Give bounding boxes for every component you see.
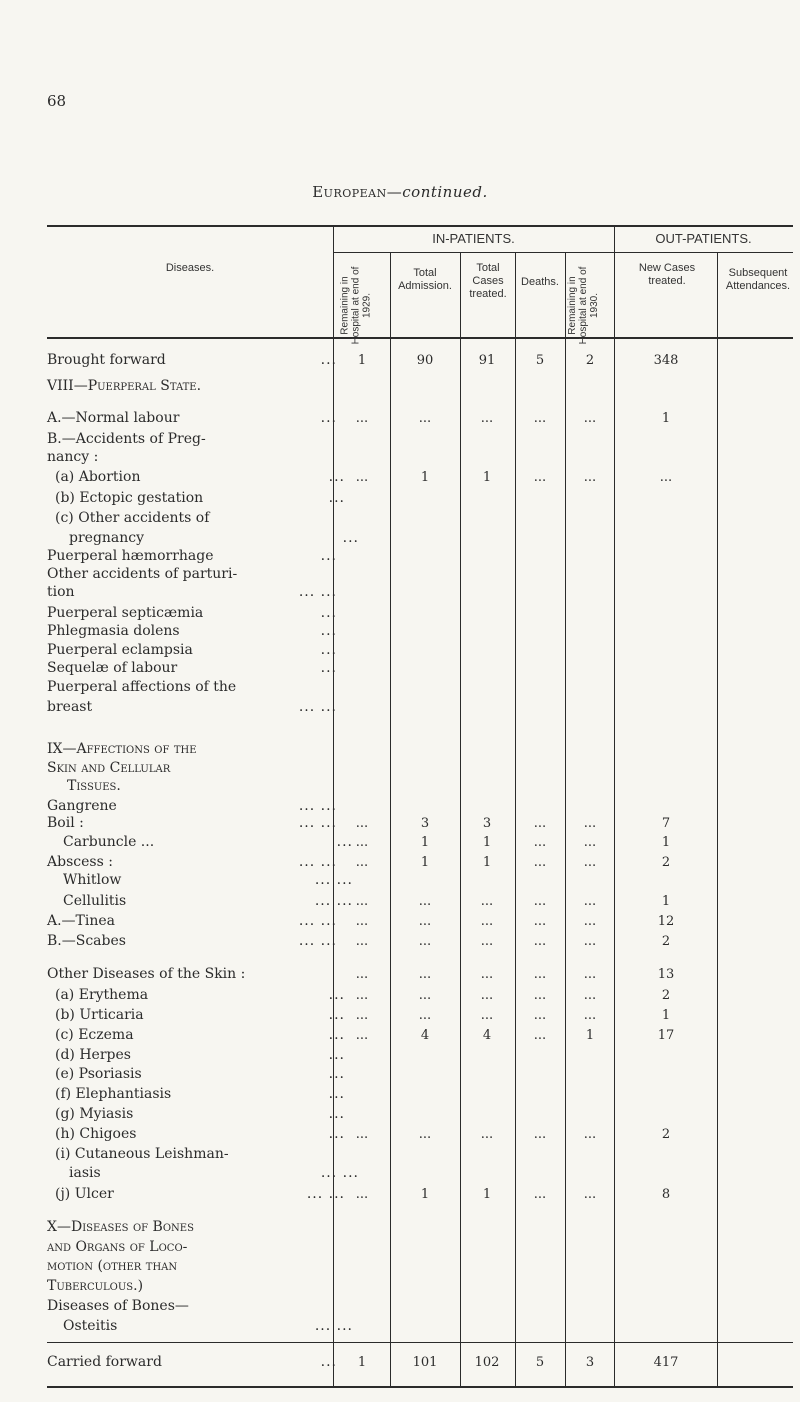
row-label-text: Whitlow [63,872,122,888]
table-cell: 102 [474,1355,500,1370]
table-cell: ... [533,1028,547,1043]
row-label-text: Boil : [47,815,84,831]
table-cell: ... [533,934,547,949]
table-row-16-label [47,679,337,696]
table-cell: 2 [661,855,671,870]
row-label-text: Puerperal affections of the [47,679,237,695]
table-cell: 1 [661,411,671,426]
row-label-text: (b) Urticaria [55,1007,144,1023]
header-subsequent: Subsequent Attendances. [725,267,791,292]
header-deaths: Deaths. [521,276,559,288]
row-label-text: (b) Ectopic gestation [55,490,204,506]
col-divider-5 [565,253,566,1387]
table-cell: ... [355,411,369,426]
row-label-text: Puerperal eclampsia [47,642,193,658]
table-cell: 417 [653,1355,679,1370]
row-label-text: Carbuncle ... [63,834,155,850]
table-cell: ... [480,1127,494,1142]
row-leader-dots: ... ... [298,584,337,600]
table-row-23-label [63,834,353,851]
table-row-18-label [47,741,337,758]
total-row-label [47,1354,337,1371]
table-row-41-label [47,1219,337,1236]
table-cell: ... [659,470,673,485]
table-cell: 1 [420,470,430,485]
table-cell: 2 [661,988,671,1003]
row-label-text: B.—Accidents of Preg- [47,431,206,447]
row-label-text: Cellulitis [63,893,127,909]
row-leader-dots: ... [328,1007,345,1023]
table-row-20-label [67,778,357,795]
table-cell: 91 [478,353,496,368]
row-label-text: tion [47,584,75,600]
table-cell: 13 [657,967,675,982]
row-leader-dots: ... ... [298,699,337,715]
table-row-29-label [47,966,337,983]
col-divider-7 [717,253,718,1387]
row-label-text: Puerperal hæmorrhage [47,548,214,564]
header-total-admission: Total Admission. [398,267,452,292]
table-row-7-label [55,510,345,527]
row-leader-dots: ... ... [314,872,353,888]
table-row-15-label [47,660,337,677]
table-cell: 12 [657,914,675,929]
table-cell: ... [583,1127,597,1142]
table-cell: ... [418,411,432,426]
table-row-9-label [47,548,337,565]
table-cell: ... [418,894,432,909]
row-leader-dots: ... [320,660,337,676]
table-cell: ... [480,411,494,426]
table-cell: 1 [420,855,430,870]
table-cell: ... [355,1008,369,1023]
row-leader-dots: ... [328,1027,345,1043]
table-cell: ... [583,894,597,909]
row-leader-dots: ... ... [320,1165,359,1181]
row-leader-dots: ... ... [314,1318,353,1334]
row-label-text: (i) Cutaneous Leishman- [55,1146,229,1162]
row-leader-dots: ... [328,1047,345,1063]
table-bottom-rule [47,1386,793,1388]
table-cell: 3 [482,816,492,831]
table-cell: ... [533,1127,547,1142]
table-cell: ... [480,894,494,909]
page-number: 68 [47,92,67,110]
table-cell: 1 [357,1355,367,1370]
table-row-32-label [55,1027,345,1044]
table-cell: 2 [661,1127,671,1142]
table-cell: ... [480,934,494,949]
table-cell: 2 [585,353,595,368]
row-label-text: VIII—Puerperal State. [47,378,202,394]
row-leader-dots: ... ... [298,798,337,814]
row-leader-dots: ... [336,834,353,850]
row-leader-dots: ... [328,1066,345,1082]
table-cell: ... [355,894,369,909]
table-cell: ... [418,914,432,929]
row-leader-dots: ... [320,642,337,658]
row-label-text: iasis [69,1165,101,1181]
row-label-text: (a) Abortion [55,469,141,485]
row-label-text: breast [47,699,93,715]
row-label-text: IX—Affections of the [47,741,197,757]
table-row-24-label [47,854,337,871]
table-row-38-label [55,1146,345,1163]
table-row-26-label [63,893,353,910]
row-label-text: Skin and Cellular [47,760,171,776]
col-divider-3 [460,253,461,1387]
table-cell: 1 [661,835,671,850]
table-cell: ... [418,988,432,1003]
table-cell: 4 [482,1028,492,1043]
row-label-text: and Organs of Loco- [47,1239,188,1255]
row-label-text: Tissues. [67,778,121,794]
table-row-12-label [47,605,337,622]
table-cell: ... [480,914,494,929]
table-cell: 17 [657,1028,675,1043]
row-label-text: (j) Ulcer [55,1186,114,1202]
table-cell: ... [533,470,547,485]
table-cell: 1 [661,1008,671,1023]
table-cell: 7 [661,816,671,831]
table-cell: ... [583,914,597,929]
table-cell: ... [355,914,369,929]
table-row-19-label [47,760,337,777]
table-cell: ... [583,855,597,870]
caption-main: European [312,183,387,201]
table-cell: 1 [482,470,492,485]
row-label-text: (g) Myiasis [55,1106,134,1122]
header-diseases: Diseases. [165,262,215,274]
table-cell: 4 [420,1028,430,1043]
table-cell: ... [355,835,369,850]
row-leader-dots: ... ... [306,1186,345,1202]
row-leader-dots: ... [328,490,345,506]
row-label-text: (e) Psoriasis [55,1066,142,1082]
table-row-25-label [63,872,353,889]
table-cell: ... [355,1127,369,1142]
table-cell: ... [355,967,369,982]
table-row-3-label [47,431,337,448]
row-label-text: Diseases of Bones— [47,1298,189,1314]
table-cell: 2 [661,934,671,949]
total-top-rule [47,1342,793,1343]
row-leader-dots: ... ... [298,854,337,870]
row-leader-dots: ... [328,469,345,485]
table-row-39-label [69,1165,359,1182]
header-remaining-end: Remaining in Hospital at end of 1930. [567,266,600,345]
table-cell: ... [583,1187,597,1202]
table-cell: 1 [420,835,430,850]
row-label-text: pregnancy [69,530,145,546]
table-row-11-label [47,584,337,601]
table-row-17-label [47,699,337,716]
row-label-text: A.—Normal labour [47,410,180,426]
table-cell: ... [583,411,597,426]
table-cell: ... [583,988,597,1003]
table-row-4-label [47,449,337,466]
table-cell: ... [418,934,432,949]
table-cell: ... [583,934,597,949]
table-top-rule [47,225,793,227]
table-row-44-label [47,1278,337,1295]
row-leader-dots: ... ... [314,893,353,909]
table-cell: ... [418,967,432,982]
row-leader-dots: ... [320,352,337,368]
table-row-21-label [47,798,337,815]
table-cell: ... [355,934,369,949]
table-row-8-label [69,530,359,547]
table-row-27-label [47,913,337,930]
table-row-45-label [47,1298,337,1315]
row-leader-dots: ... [320,605,337,621]
header-remaining-start: Remaining in Hospital at end of 1929. [339,266,373,345]
row-label-text: (a) Erythema [55,987,149,1003]
table-cell: 1 [420,1187,430,1202]
table-row-42-label [47,1239,337,1256]
table-row-40-label [55,1186,345,1203]
row-label-text: Osteitis [63,1318,118,1334]
table-cell: 5 [535,1355,545,1370]
table-caption [0,183,800,201]
table-cell: ... [583,835,597,850]
table-row-13-label [47,623,337,640]
header-new-cases: New Cases treated. [638,262,696,287]
row-leader-dots: ... [328,1106,345,1122]
table-row-1-label [47,378,337,395]
row-label-text: (h) Chigoes [55,1126,137,1142]
row-leader-dots: ... ... [298,933,337,949]
col-divider-4 [515,253,516,1387]
row-label-text: (c) Other accidents of [55,510,210,526]
table-cell: ... [533,894,547,909]
table-cell: ... [480,988,494,1003]
row-label-text: Gangrene [47,798,117,814]
table-row-28-label [47,933,337,950]
table-cell: 8 [661,1187,671,1202]
row-leader-dots: ... [328,987,345,1003]
caption-continued: continued. [402,183,488,201]
row-label-text: nancy : [47,449,99,465]
table-cell: ... [583,470,597,485]
row-label-text: Sequelæ of labour [47,660,178,676]
table-cell: ... [533,914,547,929]
table-cell: ... [418,1127,432,1142]
table-cell: ... [533,816,547,831]
table-cell: 101 [412,1355,438,1370]
table-row-33-label [55,1047,345,1064]
table-cell: ... [480,967,494,982]
table-cell: 1 [482,1187,492,1202]
row-label-text: Other accidents of parturi- [47,566,238,582]
table-cell: ... [355,855,369,870]
row-label-text: Other Diseases of the Skin : [47,966,246,982]
table-cell: 1 [482,835,492,850]
table-cell: 3 [585,1355,595,1370]
row-leader-dots: ... ... [298,913,337,929]
table-cell: ... [355,470,369,485]
row-label-text: A.—Tinea [47,913,116,929]
row-leader-dots: ... [320,548,337,564]
table-row-46-label [63,1318,353,1335]
table-row-14-label [47,642,337,659]
header-inpatients: IN-PATIENTS. [432,231,515,246]
table-cell: ... [583,816,597,831]
header-bottom-rule [47,337,793,339]
row-leader-dots: ... [328,1126,345,1142]
table-cell: 1 [357,353,367,368]
table-cell: ... [533,1008,547,1023]
table-row-37-label [55,1126,345,1143]
table-cell: ... [480,1008,494,1023]
row-leader-dots: ... ... [298,815,337,831]
col-divider-6 [614,226,615,1387]
row-label-text: (d) Herpes [55,1047,131,1063]
row-label-text: Tuberculous.) [47,1278,144,1294]
table-row-43-label [47,1258,337,1275]
table-row-0-label [47,352,337,369]
table-cell: ... [418,1008,432,1023]
table-cell: 3 [420,816,430,831]
table-cell: 5 [535,353,545,368]
table-row-6-label [55,490,345,507]
header-outpatients: OUT-PATIENTS. [655,231,752,246]
table-row-30-label [55,987,345,1004]
row-label-text: Brought forward [47,352,166,368]
row-leader-dots: ... [320,1354,337,1370]
table-cell: ... [533,967,547,982]
row-leader-dots: ... [328,1086,345,1102]
table-row-5-label [55,469,345,486]
row-label-text: motion (other than [47,1258,178,1274]
table-cell: 1 [482,855,492,870]
table-cell: 90 [416,353,434,368]
table-cell: ... [533,835,547,850]
table-cell: 348 [653,353,679,368]
table-cell: ... [355,988,369,1003]
table-cell: ... [533,988,547,1003]
col-divider-2 [390,253,391,1387]
table-cell: ... [533,1187,547,1202]
table-row-35-label [55,1086,345,1103]
table-cell: ... [533,855,547,870]
row-label-text: B.—Scabes [47,933,126,949]
table-cell: ... [583,967,597,982]
table-cell: 1 [661,894,671,909]
row-label-text: (c) Eczema [55,1027,134,1043]
table-cell: ... [355,816,369,831]
table-cell: ... [355,1187,369,1202]
header-split-rule [333,252,793,253]
table-row-10-label [47,566,337,583]
caption-sep: — [386,183,403,201]
row-leader-dots: ... [320,410,337,426]
table-cell: 1 [585,1028,595,1043]
table-cell: ... [533,411,547,426]
table-row-31-label [55,1007,345,1024]
row-label-text: X—Diseases of Bones [47,1219,194,1235]
table-cell: ... [583,1008,597,1023]
row-label-text: (f) Elephantiasis [55,1086,172,1102]
row-leader-dots: ... [320,623,337,639]
row-leader-dots: ... [342,530,359,546]
row-label-text: Abscess : [47,854,113,870]
row-label-text: Carried forward [47,1354,162,1370]
table-row-34-label [55,1066,345,1083]
table-row-22-label [47,815,337,832]
table-row-2-label [47,410,337,427]
table-cell: ... [355,1028,369,1043]
row-label-text: Phlegmasia dolens [47,623,180,639]
row-label-text: Puerperal septicæmia [47,605,204,621]
table-row-36-label [55,1106,345,1123]
header-total-cases: Total Cases treated. [469,262,507,300]
